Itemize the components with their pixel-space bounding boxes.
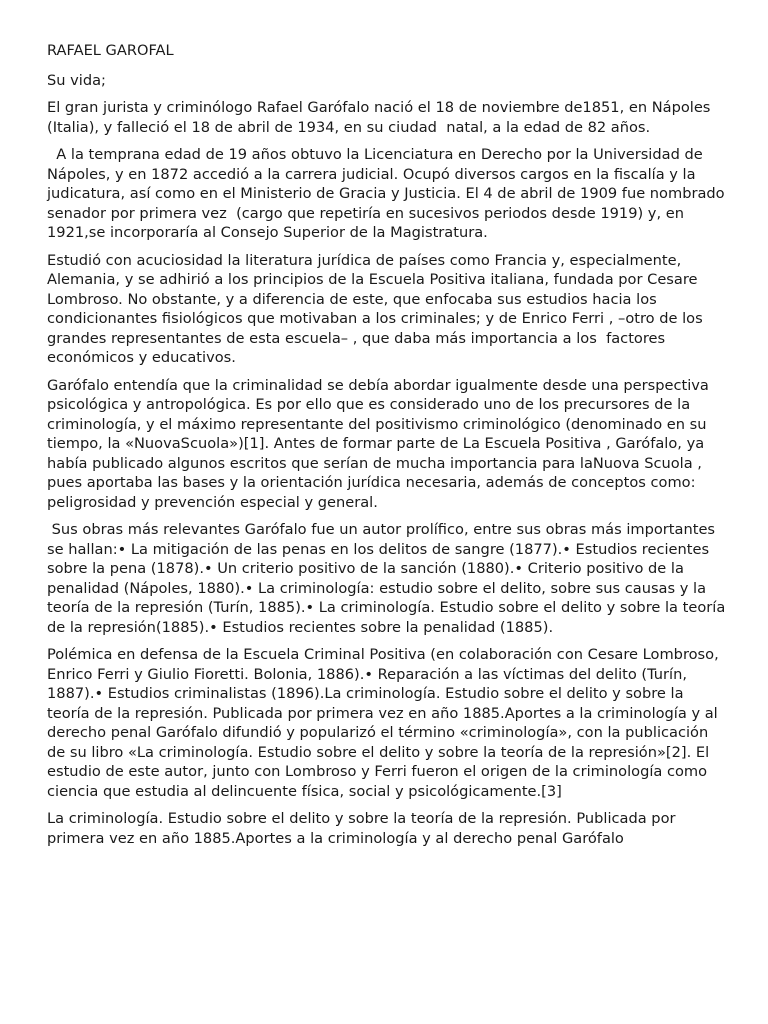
paragraph-influences: Estudió con acuciosidad la literatura jurídica de países como Francia y, especialmente, Alemania, y se adhirió a los principios de la Escuela Positiva italiana, fundada por Cesare Lombroso. No obstante, y a diferencia de este, que enfocaba sus estudios hacia los condicionantes fisiológicos que motivaban a los criminales; y de Enrico Ferri , –otro de los grandes representantes de esta escuela– , que daba más importancia a los factores económicos y educativos. [47,251,708,366]
paragraph-works: Sus obras más relevantes Garófalo fue un autor prolífico, entre sus obras más importantes se hallan:• La mitigación de las penas en los delitos de sangre (1877).• Estudios recientes sobre la pena (1878).• Un criterio positivo de la sanción (1880).• Criterio positivo de la penalidad (Nápoles, 1880).• La criminología: estudio sobre el delito, sobre sus causas y la teoría de la represión (Turín, 1885).• La criminología. Estudio sobre el delito y sobre la teoría de la represión(1885).• Estudios recientes sobre la penalidad (1885). [47,521,730,636]
section-heading: Su vida; [47,71,106,89]
document-title: RAFAEL GAROFAL [47,42,174,59]
paragraph-birth: El gran jurista y criminólogo Rafael Garófalo nació el 18 de noviembre de1851, en Nápoles (Italia), y falleció el 18 de abril de 1934, en su ciudad natal, a la edad de 82 años. [47,99,716,136]
paragraph-final: La criminología. Estudio sobre el delito y sobre la teoría de la represión. Publicada por primera vez en año 1885.Aportes a la criminología y al derecho penal Garófalo [47,810,681,847]
document-page [47,41,730,856]
paragraph-career: A la temprana edad de 19 años obtuvo la Licenciatura en Derecho por la Universidad de Nápoles, y en 1872 accedió a la carrera judicial. Ocupó diversos cargos en la fiscalía y la judicatura, así como en el Ministerio de Gracia y Justicia. El 4 de abril de 1909 fue nombrado senador por primera vez (cargo que repetiría en sucesivos periodos desde 1919) y, en 1921,se incorporaría al Consejo Superior de la Magistratura. [47,146,730,241]
paragraph-criminology: Garófalo entendía que la criminalidad se debía abordar igualmente desde una perspectiva psicológica y antropológica. Es por ello que es considerado uno de los precursores de la criminología, y el máximo representante del positivismo criminológico (denominado en su tiempo, la «NuovaScuola»)[1]. Antes de formar parte de La Escuela Positiva , Garófalo, ya había publicado algunos escritos que serían de mucha importancia para laNuova Scuola , pues aportaba las bases y la orientación jurídica necesaria, además de conceptos como: peligrosidad y prevención especial y general. [47,376,714,511]
paragraph-polemica: Polémica en defensa de la Escuela Criminal Positiva (en colaboración con Cesare Lombroso, Enrico Ferri y Giulio Fioretti. Bolonia, 1886).• Reparación a las víctimas del delito (Turín, 1887).• Estudios criminalistas (1896).La criminología. Estudio sobre el delito y sobre la teoría de la represión. Publicada por primera vez en año 1885.Aportes a la criminología y al derecho penal Garófalo difundió y popularizó el término «criminología», con la publicación de su libro «La criminología. Estudio sobre el delito y sobre la teoría de la represión»[2]. El estudio de este autor, junto con Lombroso y Ferri fueron el origen de la criminología como ciencia que estudia al delincuente física, social y psicológicamente.[3] [47,646,724,800]
